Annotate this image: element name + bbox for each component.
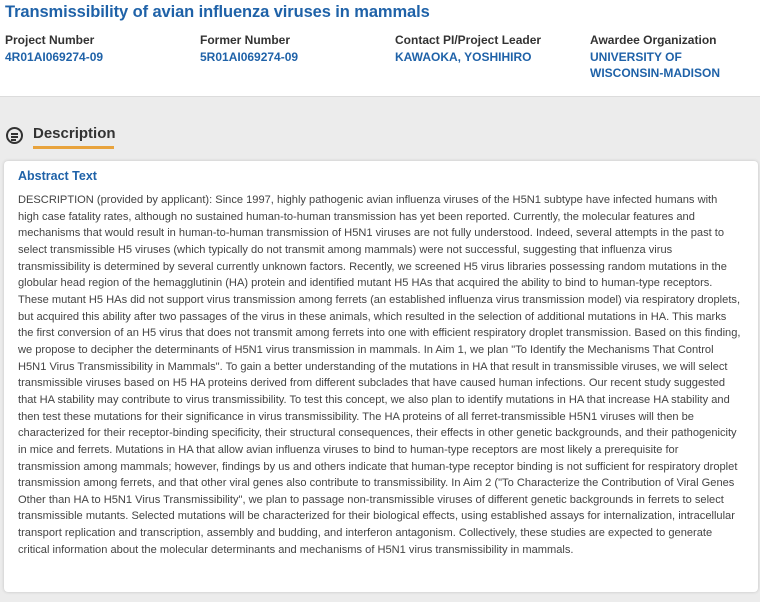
project-header <box>0 0 760 97</box>
former-number-value: 5R01AI069274-09 <box>200 50 299 64</box>
project-title: Transmissibility of avian influenza viruses in mammals <box>5 3 430 21</box>
former-number-label: Former Number <box>200 33 291 47</box>
former-number-field <box>200 32 298 65</box>
description-icon <box>6 127 23 144</box>
abstract-heading: Abstract Text <box>18 169 97 183</box>
contact-pi-link[interactable]: KAWAOKA, YOSHIHIRO <box>395 50 532 64</box>
awardee-organization-label: Awardee Organization <box>590 33 717 47</box>
project-number-field <box>5 32 103 65</box>
project-number-label: Project Number <box>5 33 95 47</box>
contact-pi-label: Contact PI/Project Leader <box>395 33 542 47</box>
awardee-organization-link[interactable]: UNIVERSITY OF WISCONSIN-MADISON <box>590 50 720 80</box>
section-title-underline <box>33 146 114 149</box>
awardee-organization-field <box>590 32 758 81</box>
abstract-text: DESCRIPTION (provided by applicant): Since 1997, highly pathogenic avian influenza viruses of the H5N1 subtype have infected humans with high case fatality rates, although no sustained human-to-human transmission has yet been reported. Currently, the molecular features and mechanisms that would result in human-to-human transmission of H5N1 viruses are not fully understood. Indeed, several attempts in the past to select transmissible H5 viruses (which typically do not transmit among mammals) were not successful, suggesting that influenza virus transmissibility is determined by several currently unknown factors. Recently, we screened H5 virus libraries possessing random mutations in the globular head region of the hemagglutinin (HA) protein and identified mutant H5 HAs that acquired the ability to bind to human-type receptors. These mutant H5 HAs did not support virus transmission among ferrets (an established influenza virus transmission model) via respiratory droplets, but acquired this ability after two passages of the virus in these animals, which resulted in the selection of additional mutations in HA. This marks the first conversion of an H5 virus that does not transmit among ferrets into one with efficient respiratory droplet transmission. Based on this finding, we propose to decipher the determinants of H5N1 virus transmission in mammals. In Aim 1, we plan "To Identify the Mechanisms That Control H5N1 Virus Transmissibility in Mammals". To gain a better understanding of the mutations in HA that result in transmissible viruses, we will select transmissible viruses based on H5 HA proteins derived from different subclades that have caused human infections. Our recent study suggested that HA stability may contribute to virus transmissibility. To test this concept, we also plan to identify mutations in HA that increase HA stability and then test these mutations for their significance in virus transmissibility. The HA proteins of all ferret-transmissible H5N1 viruses will then be characterized for their receptor-binding specificity, their structural consequences, their effects in other genetic backgrounds, and their pathogenicity in mice and ferrets. Mutations in HA that allow avian influenza viruses to bind to human-type receptors are most likely a prerequisite for transmission among mammals; however, findings by us and others indicate that human-type receptor binding is not sufficient for respiratory droplet transmission among ferrets, and that other viral genes also contribute to transmissibility. In Aim 2 ("To Characterize the Contribution of Viral Genes Other than HA to H5N1 Virus Transmissibility", we plan to passage non-transmissible viruses of different genetic backgrounds in ferrets to select transmissible mutants. Selected mutations will be characterized for their biological effects, using established assays for internalization, intracellular transport replication and transcription, assembly and budding, and interferon antagonism. Collectively, these studies are expected to generate critical information about the molecular determinants and mechanisms of H5N1 virus transmissibility in mammals. <box>18 194 741 556</box>
project-number-value: 4R01AI069274-09 <box>5 50 104 64</box>
section-title: Description <box>33 125 116 142</box>
abstract-card <box>4 161 758 592</box>
contact-pi-field <box>395 32 541 65</box>
